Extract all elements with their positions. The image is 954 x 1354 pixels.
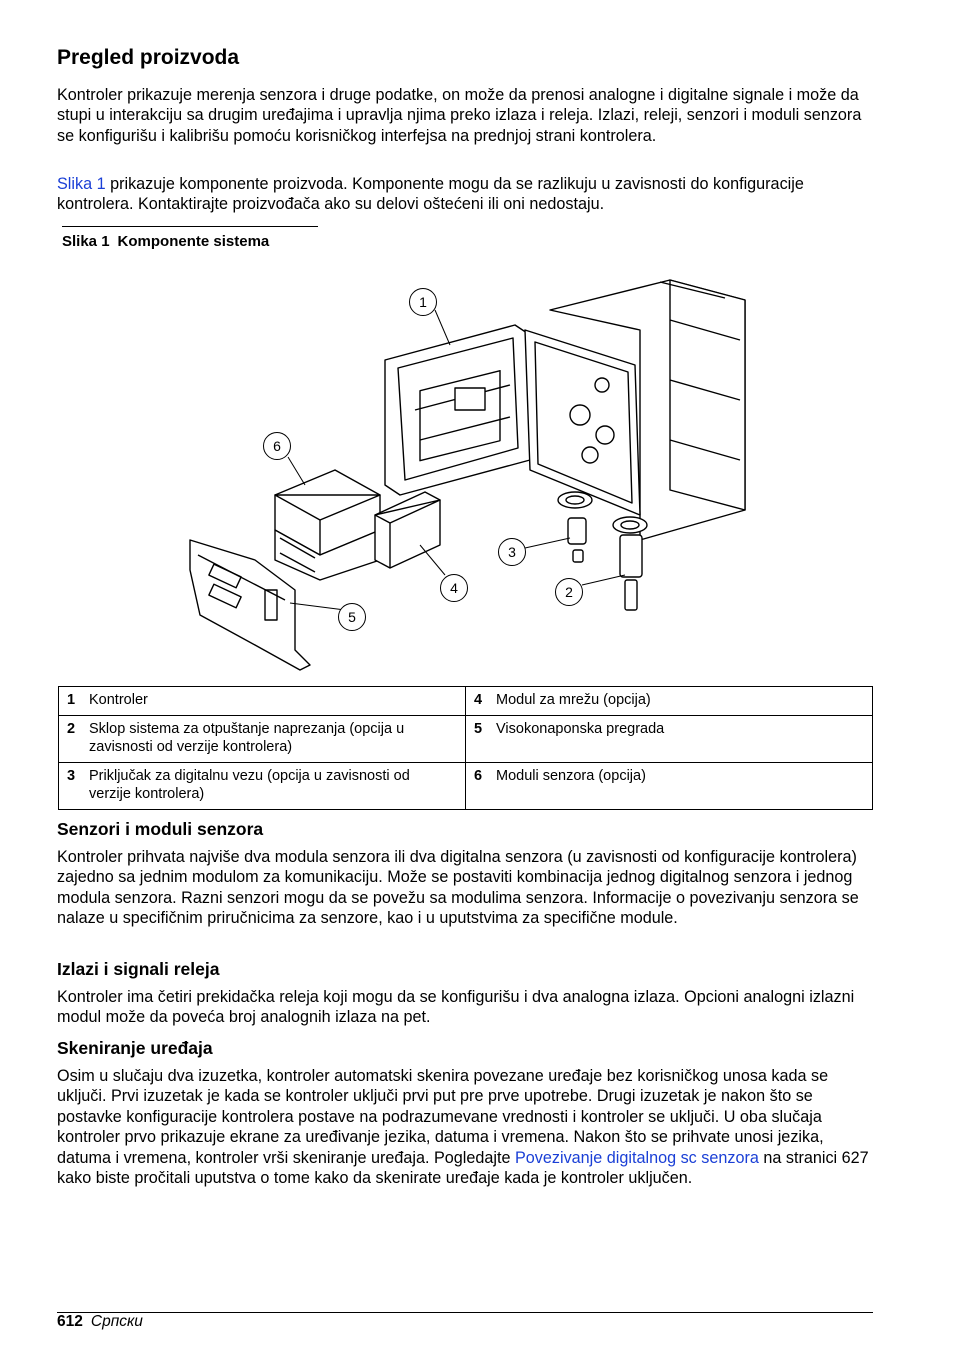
footer-language: Српски — [90, 1313, 143, 1330]
section-body-outputs: Kontroler ima četiri prekidačka releja koji mogu da se konfigurišu i dva analogna izlaza. Opcioni analogni izlazni modul može da poveća broj analognih izlaza na pet. — [57, 988, 855, 1027]
figure-caption — [62, 226, 318, 250]
digital-sensor-link[interactable]: Povezivanje digitalnog sc senzora — [515, 1148, 759, 1167]
legend-cell: 6 Moduli senzora (opcija) — [466, 763, 873, 810]
legend-row — [59, 687, 873, 716]
figure-legend-table — [58, 686, 873, 810]
page-footer — [57, 1313, 143, 1331]
legend-row — [59, 716, 873, 763]
figure-1-link[interactable]: Slika 1 — [57, 175, 106, 193]
section-heading-scanning: Skeniranje uređaja — [57, 1038, 213, 1058]
section-heading-sensors: Senzori i moduli senzora — [57, 819, 264, 839]
figure-reference-paragraph — [57, 174, 827, 215]
callout-6: 6 — [263, 432, 291, 460]
callout-5: 5 — [338, 603, 366, 631]
figure-reference-text: prikazuje komponente proizvoda. Komponente mogu da se razlikuju u zavisnosti do konfiguracije kontrolera. Kontaktirajte proizvođača ako su delovi oštećeni ili oni nedostaju. — [57, 175, 804, 214]
callout-4: 4 — [440, 574, 468, 602]
footer-divider — [57, 1312, 873, 1313]
section-body-sensors: Kontroler prihvata najviše dva modula senzora ili dva digitalna senzora (u zavisnosti od konfiguracije kontrolera) zajedno sa jednim modulom za komunikaciju. Može se postaviti kombinacija jednog digitalnog senzora i jednog modula senzora. Razni senzori mogu da se povežu sa modulima senzora. Informacije o povezivanju senzora se nalaze u specifičnim priručnicima za senzore, kao i u uputstvima za specifične module. — [57, 848, 859, 928]
legend-cell: 2 Sklop sistema za otpuštanje naprezanja (opcija u zavisnosti od verzije kontrolera) — [59, 716, 466, 763]
figure-number: Slika 1 — [62, 233, 110, 250]
legend-cell: 1 Kontroler — [59, 687, 466, 716]
section-body-scanning: Osim u slučaju dva izuzetka, kontroler automatski skenira povezane uređaje bez korisničkog unosa kada se uključi. Prvi izuzetak je kada se kontroler uključi prvi put pre prve upotrebe. Drugi izuzetak je nakon što se postavke konfiguracije kontrolera postave na podrazumevane vrednosti i kontroler se uključi. U oba slučaja kontroler prvo prikazuje ekrane za uređivanje jezika, datuma i vremena. Nakon što se prihvate unosi jezika, datuma i vremena, kontroler vrši skeniranje uređaja. Pogledajte Povezivanje digitalnog sc senzora na stranici 627 kako biste pročitali uputstva o tome kako da skenirate uređaje kada je kontroler uključen. — [57, 1067, 869, 1188]
callout-1: 1 — [409, 288, 437, 316]
legend-cell: 4 Modul za mrežu (opcija) — [466, 687, 873, 716]
section-heading-outputs: Izlazi i signali releja — [57, 959, 220, 979]
system-components-illustration — [170, 270, 760, 680]
callout-2: 2 — [555, 578, 583, 606]
intro-paragraph: Kontroler prikazuje merenja senzora i druge podatke, on može da prenosi analogne i digitalne signale i može da stupi u interakciju sa drugim uređajima i upravlja njima preko izlaza i releja. Izlazi, releji, senzori i moduli senzora se konfigurišu i kalibrišu pomoću korisničkog interfejsa na prednjoj strani kontrolera. — [57, 86, 862, 145]
page-number: 612 — [57, 1313, 83, 1330]
page-heading: Pregled proizvoda — [57, 46, 240, 69]
legend-row — [59, 763, 873, 810]
sensor-modules — [275, 470, 380, 580]
figure-title: Komponente sistema — [117, 233, 270, 250]
legend-cell: 5 Visokonaponska pregrada — [466, 716, 873, 763]
legend-cell: 3 Priključak za digitalnu vezu (opcija u zavisnosti od verzije kontrolera) — [59, 763, 466, 810]
callout-3: 3 — [498, 538, 526, 566]
